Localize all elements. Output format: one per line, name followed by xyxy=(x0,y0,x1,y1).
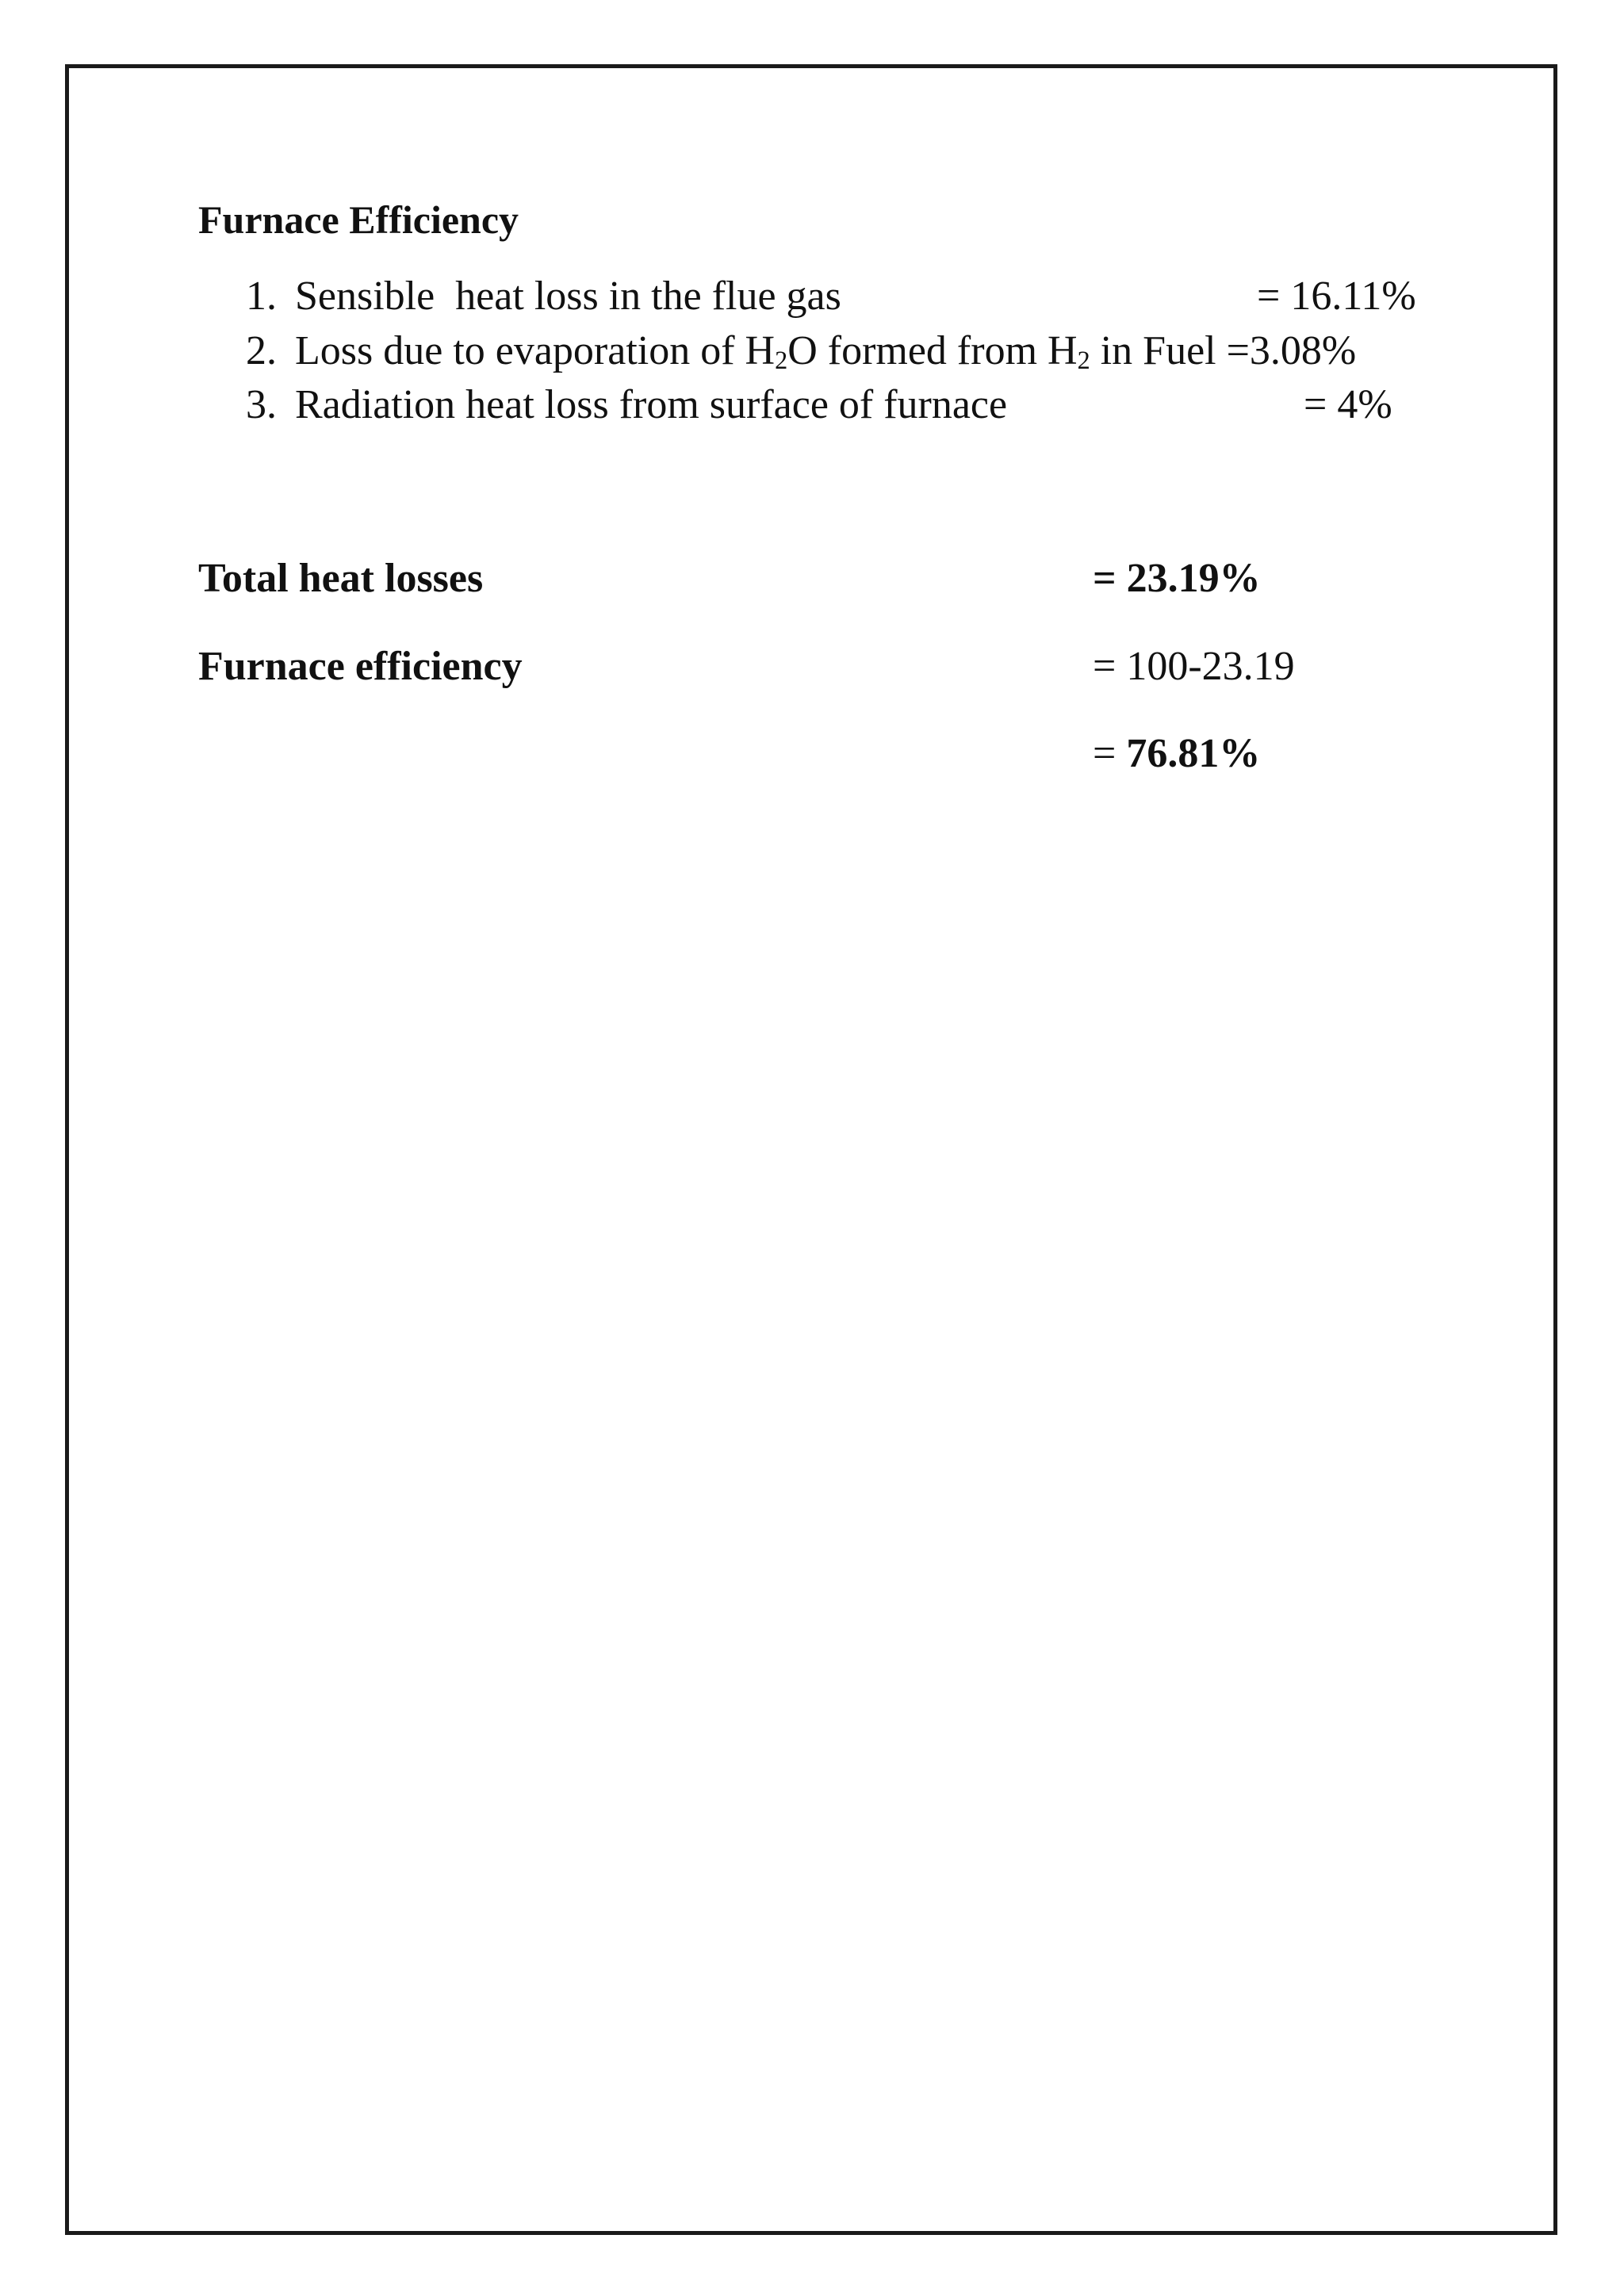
loss-item-evaporation xyxy=(246,328,1357,374)
loss-item-sensible-heat xyxy=(246,276,841,317)
loss-item-value: = 16.11% xyxy=(1257,274,1416,319)
loss-item-radiation xyxy=(246,382,1008,427)
furnace-efficiency-label: Furnace efficiency xyxy=(198,644,523,689)
loss-item-label-part3: in Fuel xyxy=(1090,328,1216,373)
loss-item-label: Radiation heat loss from surface of furnace xyxy=(295,382,1008,427)
loss-item-value: =3.08% xyxy=(1226,328,1357,373)
subscript: 2 xyxy=(775,345,788,374)
equals-sign: = xyxy=(1093,731,1127,776)
furnace-efficiency-result xyxy=(1093,733,1260,775)
loss-item-number: 3. xyxy=(246,382,277,427)
furnace-efficiency-result-value: 76.81% xyxy=(1126,731,1261,776)
total-heat-losses-value: = 23.19% xyxy=(1093,556,1261,601)
loss-item-label-part1: Loss due to evaporation of H xyxy=(295,328,776,373)
loss-item-value: = 4% xyxy=(1304,382,1392,427)
total-heat-losses-label: Total heat losses xyxy=(198,556,484,601)
furnace-efficiency-calculation: = 100-23.19 xyxy=(1093,644,1295,689)
loss-item-label: Sensible heat loss in the flue gas xyxy=(295,274,841,319)
section-heading: Furnace Efficiency xyxy=(198,197,519,242)
subscript: 2 xyxy=(1077,345,1090,374)
loss-item-number: 2. xyxy=(246,328,277,373)
loss-item-number: 1. xyxy=(246,274,277,319)
loss-item-label-part2: O formed from H xyxy=(787,328,1078,373)
